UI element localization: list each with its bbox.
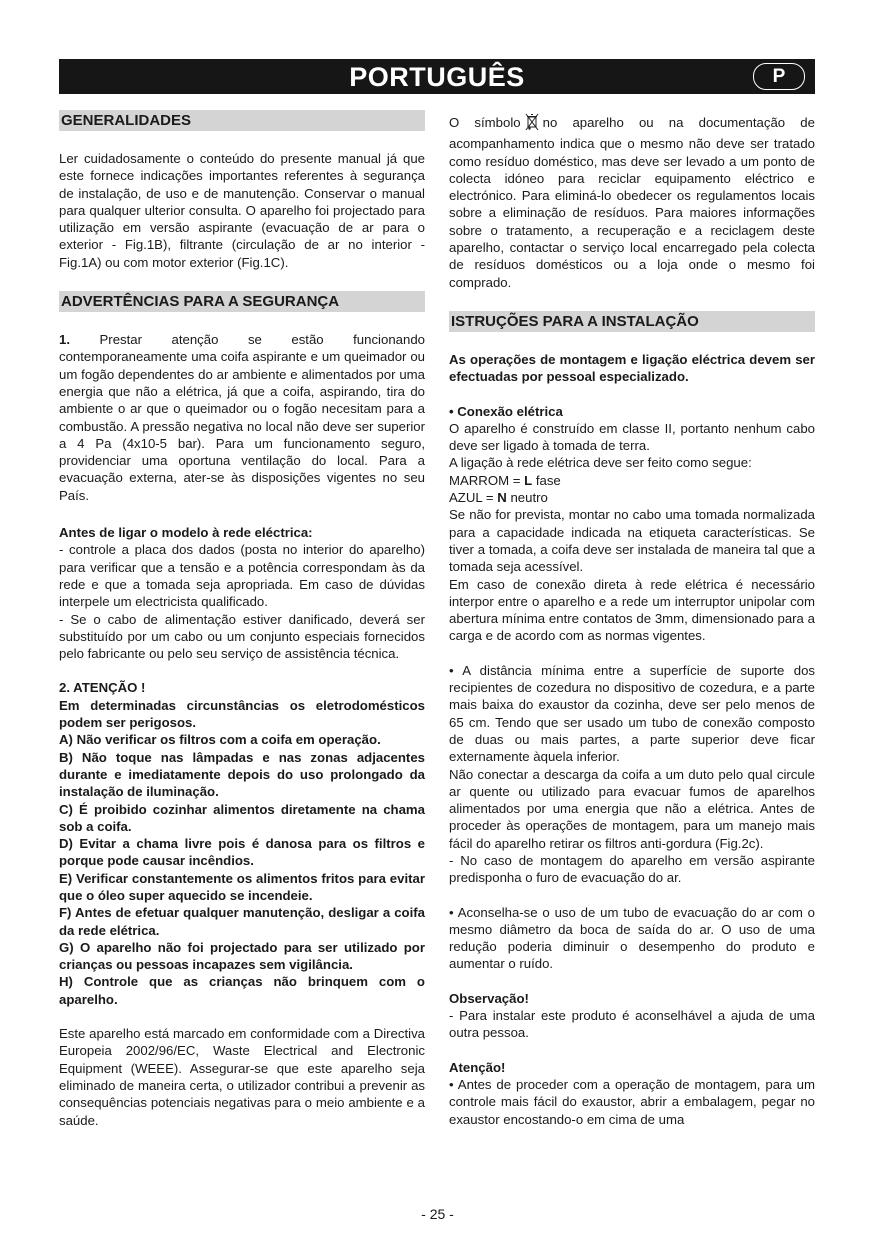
simbolo-pre: O símbolo	[449, 115, 521, 130]
wire-marrom-label: MARROM =	[449, 472, 525, 488]
atencao-instalacao-text: • Antes de proceder com a operação de montagem, para um controle mais fácil do exaustor, abrir a embalagem, pegar no exaustor encostando-o em cima de uma	[449, 1076, 815, 1127]
conexao-text-2: A ligação à rede elétrica deve ser feito como segue:	[449, 455, 752, 471]
wire-marrom-desc: fase	[532, 472, 561, 488]
wire-azul-desc: neutro	[506, 490, 548, 506]
weee-conformity-text: Este aparelho está marcado em conformidade com a Directiva Europeia 2002/96/EC, Waste Electrical and Electronic Equipment (WEEE). Assegurar-se que este aparelho seja eliminado de maneira certa, o utilizador contribui a prevenir as consequências potenciais negativas para o meio ambiente e a saúde.	[59, 1026, 425, 1128]
atencao-intro: Em determinadas circunstâncias os eletrodomésticos podem ser perigosos.	[59, 697, 425, 731]
wire-azul-label: AZUL =	[449, 490, 498, 506]
distancia-text-3: - No caso de montagem do aparelho em versão aspirante predisponha o furo de evacuação do ar.	[449, 852, 815, 886]
conexao-text-1: O aparelho é construído em classe II, portanto nenhum cabo deve ser ligado à tomada de terra.	[449, 420, 815, 454]
observacao-heading: Observação!	[449, 990, 529, 1006]
heading-seguranca: ADVERTÊNCIAS PARA A SEGURANÇA	[59, 291, 425, 312]
atencao-item-c: C) É proibido cozinhar alimentos diretamente na chama sob a coifa.	[59, 801, 425, 834]
right-column	[449, 113, 815, 1128]
left-column	[59, 110, 425, 1129]
language-header-banner	[59, 59, 815, 94]
item-number: 1.	[59, 332, 70, 348]
atencao-instalacao-heading: Atenção!	[449, 1059, 506, 1075]
seguranca-paragraph-1-text: Prestar atenção se estão funcionando contemporaneamente uma coifa aspirante e um queimador ou um fogão dependentes do ar ambiente e alimentados por uma energia que não a elétrica, já que a coifa, aspirando, tira do ambiente o ar que o queimador ou o fogão necesitam para a combustão. A pressão negativa no local não deve ser superior a 4 Pa (4x10-5 bar). Para um funcionamento seguro, providenciar uma oportuna ventilação do local. Para a evacuação externa, ater-se às disposições vigentes no seu País.	[59, 332, 425, 503]
crossed-out-wheelie-bin-icon	[525, 113, 539, 135]
distancia-text-2: Não conectar a descarga da coifa a um duto pelo qual circule ar quente ou utilizado para evacuar fumos de aparelhos alimentados por uma energia que não a elétrica. Antes de proceder às operações de montagem, para um manejo mais fácil do aparelho retirar os filtros anti-gordura (Fig.2c).	[449, 766, 815, 851]
simbolo-text: no aparelho ou na documentação de acompanhamento indica que o mesmo não deve ser tratado como resíduo doméstico, mas deve ser levado a um ponto de colecta idóneo para reciclar equipamento eléctrico e electrónico. Para eliminá-lo obedecer os regulamentos locais sobre a eliminação de resíduos. Para maiores informações sobre o tratamento, a recuperação e a reciclagem deste aparelho, contactar o serviço local encarregado pela colecta de resíduos domésticos ou a loja onde o mesmo foi comprado.	[449, 115, 815, 290]
distancia-text-1: • A distância mínima entre a superfície de suporte dos recipientes de cozedura no dispositivo de cozedura, e a parte mais baixa do exaustor da cozinha, deve ser pelo menos de 65 cm. Tendo que ser usado um tubo de conexão composto de duas ou mais partes, a parte superior deve ficar externamente àquela inferior.	[449, 662, 815, 765]
observacao-text: - Para instalar este produto é aconselhável a ajuda de uma outra pessoa.	[449, 1008, 815, 1041]
wire-marrom	[449, 472, 815, 489]
atencao-item-h: H) Controle que as crianças não brinquem com o aparelho.	[59, 974, 425, 1007]
conexao-text-3: Se não for prevista, montar no cabo uma tomada normalizada para a capacidade indicada na etiqueta características. Se tiver a tomada, a coifa deve ser instalada de maneira tal que a tomada seja acessível.	[449, 507, 815, 575]
page-number: - 25 -	[421, 1206, 454, 1222]
heading-instalacao: ISTRUÇÕES PARA A INSTALAÇÃO	[449, 311, 815, 332]
atencao-item-f: F) Antes de efetuar qualquer manutenção, desligar a coifa da rede elétrica.	[59, 905, 425, 938]
seguranca-paragraph-1	[59, 331, 425, 504]
conexao-heading: • Conexão elétrica	[449, 403, 563, 419]
heading-generalidades: GENERALIDADES	[59, 110, 425, 131]
instalacao-intro: As operações de montagem e ligação eléctrica devem ser efectuadas por pessoal especializado.	[449, 351, 815, 385]
wire-marrom-code: L	[524, 472, 533, 488]
atencao-item-e: E) Verificar constantemente os alimentos fritos para evitar que o óleo super aquecido se incendeie.	[59, 870, 425, 903]
conexao-text-4: Em caso de conexão direta à rede elétrica é necessário interpor entre o aparelho e a rede um interruptor unipolar com abertura mínima entre contatos de 3mm, dimensionado para a carga e de acordo com as normas vigentes.	[449, 576, 815, 644]
atencao-item-a: A) Não verificar os filtros com a coifa em operação.	[59, 732, 381, 748]
tubo-text: • Aconselha-se o uso de um tubo de evacuação do ar com o mesmo diâmetro da boca de saída do ar. O uso de uma redução poderia diminuir o desempenho do produto e aumentar o ruído.	[449, 904, 815, 972]
generalidades-text: Ler cuidadosamente o conteúdo do presente manual já que este fornece indicações importantes referentes à segurança de instalação, de uso e de manutenção. Conservar o manual para qualquer ulterior consulta. O aparelho foi projectado para utilização em versão aspirante (evacuação de ar para o exterior - Fig.1B), filtrante (circulação de ar no interior - Fig.1A) ou com motor exterior (Fig.1C).	[59, 151, 425, 270]
antes-heading: Antes de ligar o modelo à rede eléctrica:	[59, 525, 313, 541]
simbolo-paragraph	[449, 113, 815, 291]
antes-item-1: - controle a placa dos dados (posta no interior do aparelho) para verificar que a tensão e a potência correspondam às da rede e que a tomada seja apropriada. Em caso de dúvidas interpele um electricista qualificado.	[59, 542, 425, 610]
antes-item-2: - Se o cabo de alimentação estiver danificado, deverá ser substituído por um cabo ou um conjunto especiais fornecidos pelo fabricante ou pelo seu serviço de assistência técnica.	[59, 611, 425, 662]
atencao-heading: 2. ATENÇÃO !	[59, 680, 146, 696]
atencao-item-b: B) Não toque nas lâmpadas e nas zonas adjacentes durante e imediatamente depois do uso prolongado da instalação de iluminação.	[59, 749, 425, 800]
atencao-item-g: G) O aparelho não foi projectado para ser utilizado por crianças ou pessoas incapazes sem vigilância.	[59, 939, 425, 973]
wire-azul-code: N	[497, 490, 507, 506]
language-badge: P	[753, 63, 805, 90]
atencao-item-d: D) Evitar a chama livre pois é danosa para os filtros e porque pode causar incêndios.	[59, 836, 425, 869]
wire-azul	[449, 489, 815, 506]
page-title: PORTUGUÊS	[349, 62, 525, 92]
